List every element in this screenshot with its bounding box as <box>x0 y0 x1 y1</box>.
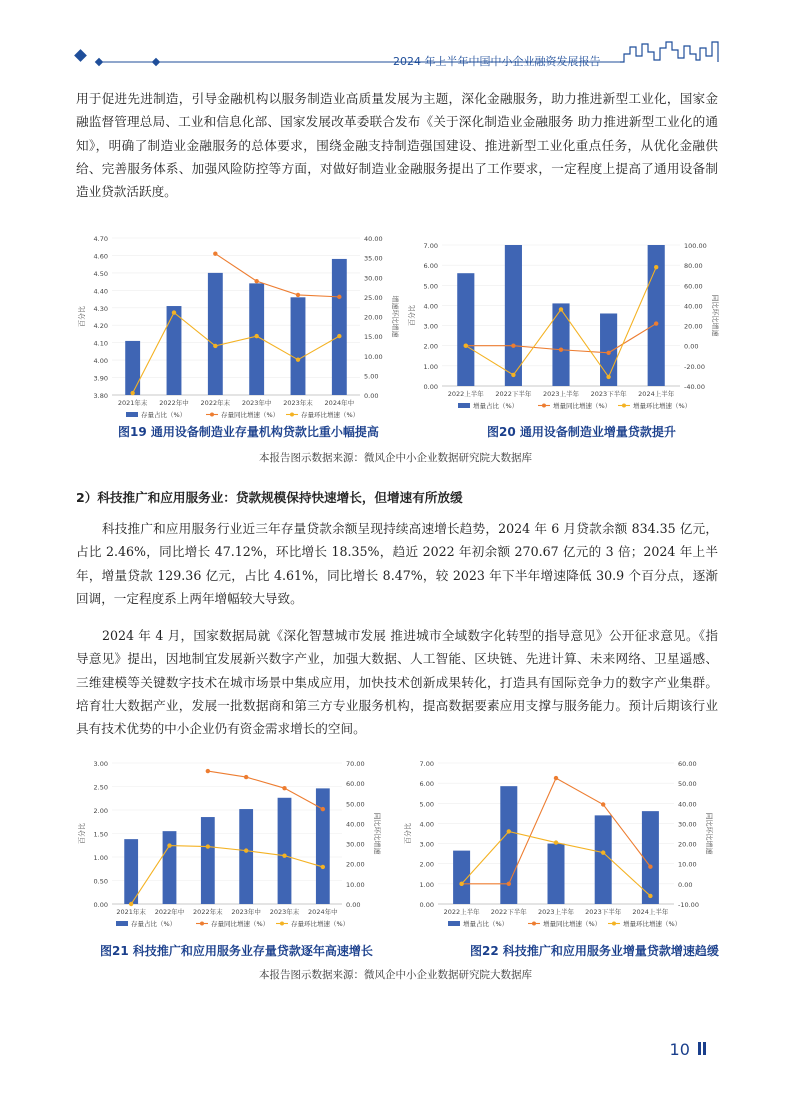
y-tick-label: 1.00 <box>93 854 108 862</box>
y-tick-label: 7.00 <box>423 242 438 250</box>
x-tick-label: 2023年末 <box>269 908 300 916</box>
x-tick-label: 2024上半年 <box>638 390 675 398</box>
series-point <box>172 310 176 314</box>
chart-fig22 <box>402 756 722 936</box>
y-tick-label: 0.00 <box>93 901 108 909</box>
legend-label: 增量占比（%） <box>473 402 519 410</box>
x-tick-label: 2021年末 <box>117 399 148 407</box>
legend-label: 存量环比增速（%） <box>291 920 350 928</box>
y-tick-label: 7.00 <box>419 760 434 768</box>
y2-tick-label: 50.00 <box>678 780 697 789</box>
bar <box>505 245 522 386</box>
y2-axis-title: 增速环比增速 <box>391 295 399 338</box>
x-tick-label: 2022下半年 <box>495 390 532 398</box>
y2-tick-label: 70.00 <box>346 760 365 768</box>
y-tick-label: 3.80 <box>93 392 108 400</box>
y2-tick-label: -10.00 <box>678 901 699 909</box>
y2-tick-label: 50.00 <box>346 800 365 809</box>
section2-paragraph-1 <box>76 517 718 610</box>
bar <box>595 815 612 904</box>
y2-axis-title: 同比环比增速 <box>705 812 713 855</box>
legend-label: 增量环比增速（%） <box>623 920 682 928</box>
legend-swatch-dot <box>280 922 284 926</box>
y-axis-title: 百分比 <box>408 305 416 326</box>
y-tick-label: 1.00 <box>419 880 434 889</box>
series-point <box>337 334 341 338</box>
legend-swatch <box>458 403 470 408</box>
legend-label: 增量环比增速（%） <box>633 402 692 410</box>
bar <box>548 844 565 904</box>
y2-tick-label: 5.00 <box>364 372 379 381</box>
series-point <box>554 776 558 780</box>
y-axis-title: 百分比 <box>78 306 86 327</box>
legend-swatch-dot <box>200 922 204 926</box>
y2-tick-label: -20.00 <box>684 362 705 371</box>
x-tick-label: 2024年中 <box>308 908 338 916</box>
intro-paragraph <box>76 87 718 203</box>
section2-p1-text: 科技推广和应用服务行业近三年存量贷款余额呈现持续高速增长趋势，2024 年 6 月贷款余额 834.35 亿元，占比 2.46%，同比增长 47.12%，环比增长 18.35%，趋近 2022 年初余额 270.67 亿元的 3 倍；2024 年上半年，增量贷款 129.36 亿元，占比 4.61%，同比增长 8.47%，较 2023 年下半年增速降低 30.9 个百分点，逐渐回调，一定程度系上两年增幅较大导致。 <box>76 521 718 606</box>
legend-swatch <box>126 412 138 417</box>
y-tick-label: 4.00 <box>93 357 108 366</box>
y2-tick-label: 20.00 <box>364 313 383 322</box>
legend-label: 存量同比增速（%） <box>221 411 280 419</box>
series-point <box>601 850 605 854</box>
bar <box>278 798 292 904</box>
y-axis-title: 百分比 <box>78 823 86 844</box>
series-point <box>213 344 217 348</box>
y-tick-label: 2.00 <box>93 807 108 815</box>
y2-tick-label: 10.00 <box>364 352 383 361</box>
y-tick-label: 0.50 <box>93 877 108 886</box>
y2-tick-label: 30.00 <box>678 820 697 829</box>
y-tick-label: 4.50 <box>93 269 108 278</box>
y2-tick-label: 60.00 <box>684 282 703 291</box>
x-tick-label: 2022年中 <box>154 908 185 916</box>
series-point <box>130 391 134 395</box>
bar <box>125 341 140 395</box>
y2-tick-label: 20.00 <box>684 322 703 331</box>
series-point <box>654 265 658 269</box>
legend-swatch-dot <box>542 404 546 408</box>
series-point <box>654 321 658 325</box>
x-tick-label: 2023上半年 <box>537 908 575 916</box>
bar <box>552 303 569 386</box>
y2-tick-label: 60.00 <box>346 780 365 789</box>
y2-tick-label: 60.00 <box>678 760 697 768</box>
bar <box>167 306 182 395</box>
skyline-icon <box>620 42 718 62</box>
y-tick-label: 4.20 <box>93 322 108 331</box>
bar <box>208 273 223 395</box>
y2-axis-title: 同比环比增速 <box>711 294 719 337</box>
series-point <box>244 848 248 852</box>
y-tick-label: 4.60 <box>93 252 108 261</box>
series-point <box>511 373 515 377</box>
x-tick-label: 2022下半年 <box>490 908 527 916</box>
legend-swatch <box>448 921 460 926</box>
page-number-bars <box>698 1042 701 1055</box>
series-point <box>282 853 286 857</box>
y2-tick-label: -40.00 <box>684 383 705 391</box>
x-tick-label: 2023上半年 <box>542 390 580 398</box>
legend-label: 存量同比增速（%） <box>211 920 270 928</box>
bar <box>316 788 330 904</box>
series-point <box>464 344 468 348</box>
y2-tick-label: 25.00 <box>364 293 383 302</box>
caption-fig22: 图22 科技推广和应用服务业增量贷款增速趋缓 <box>470 944 719 958</box>
legend-swatch-dot <box>210 413 214 417</box>
legend-swatch-dot <box>532 922 536 926</box>
section2-p2-text: 2024 年 4 月，国家数据局就《深化智慧城市发展 推进城市全域数字化转型的指导意见》公开征求意见。《指导意见》提出，因地制宜发展新兴数字产业，加强大数据、人工智能、区块链、先进计算、未来网络、卫星遥感、三维建模等关键数字技术在城市场景中集成应用，加快技术创新成果转化，打造具有国际竞争力的数字产业集群。培育壮大数据产业，发展一批数据商和第三方专业服务机构，提高数据要素应用支撑与服务能力。预计后期该行业具有技术优势的中小企业仍有资金需求增长的空间。 <box>76 628 718 737</box>
y-tick-label: 3.90 <box>93 374 108 383</box>
legend-label: 存量占比（%） <box>131 920 177 928</box>
y2-tick-label: 100.00 <box>684 242 707 250</box>
series-point <box>321 865 325 869</box>
series-point <box>206 844 210 848</box>
y-tick-label: 1.00 <box>423 362 438 371</box>
y2-tick-label: 30.00 <box>364 274 383 283</box>
series-point <box>559 348 563 352</box>
series-point <box>507 829 511 833</box>
series-point <box>337 295 341 299</box>
legend-swatch <box>116 921 128 926</box>
x-tick-label: 2024上半年 <box>632 908 669 916</box>
series-point <box>606 351 610 355</box>
y-tick-label: 4.00 <box>419 820 434 829</box>
chart-fig19 <box>76 232 399 419</box>
x-tick-label: 2022年末 <box>200 399 231 407</box>
x-tick-label: 2023年中 <box>231 908 261 916</box>
y-tick-label: 4.30 <box>93 304 108 313</box>
x-tick-label: 2024年中 <box>324 399 355 407</box>
bar <box>457 273 474 386</box>
source-note-1: 本报告图示数据来源：微风企中小企业数据研究院大数据库 <box>259 452 532 464</box>
y-tick-label: 4.40 <box>93 287 108 296</box>
series-point <box>296 293 300 297</box>
series-point <box>321 807 325 811</box>
y-tick-label: 3.00 <box>419 840 434 849</box>
legend-label: 存量占比（%） <box>141 411 187 419</box>
y2-tick-label: 0.00 <box>678 880 693 889</box>
series-line <box>208 771 323 809</box>
series-line <box>131 846 323 904</box>
y-tick-label: 3.00 <box>93 760 108 768</box>
bar <box>124 839 138 904</box>
y2-tick-label: 15.00 <box>364 333 383 342</box>
y2-tick-label: 40.00 <box>678 800 697 809</box>
bar <box>291 297 306 395</box>
y-tick-label: 6.00 <box>419 780 434 789</box>
legend-swatch-dot <box>612 922 616 926</box>
legend-label: 存量环比增速（%） <box>301 411 360 419</box>
y-tick-label: 4.70 <box>93 235 108 243</box>
series-point <box>601 802 605 806</box>
bar <box>239 809 253 904</box>
caption-fig21: 图21 科技推广和应用服务业存量贷款逐年高速增长 <box>100 944 373 958</box>
legend-swatch-dot <box>622 404 626 408</box>
y2-tick-label: 10.00 <box>678 860 697 869</box>
header-bar <box>0 42 794 72</box>
y2-tick-label: 0.00 <box>346 901 361 909</box>
header-title: 2024 年上半年中国中小企业融资发展报告 <box>393 55 601 68</box>
y2-tick-label: 20.00 <box>678 840 697 849</box>
x-tick-label: 2023年末 <box>283 399 313 407</box>
page-number-text: 10 <box>669 1040 690 1059</box>
series-point <box>507 882 511 886</box>
y2-tick-label: 40.00 <box>684 302 703 311</box>
header-diamond-1 <box>74 49 87 62</box>
x-tick-label: 2023年中 <box>241 399 272 407</box>
legend-label: 增量占比（%） <box>463 920 509 928</box>
caption-fig19: 图19 通用设备制造业存量机构贷款比重小幅提高 <box>118 425 379 439</box>
series-point <box>606 375 610 379</box>
series-point <box>559 307 563 311</box>
y-tick-label: 6.00 <box>423 262 438 271</box>
y2-tick-label: 20.00 <box>346 860 365 869</box>
y-tick-label: 2.00 <box>423 342 438 351</box>
y2-tick-label: 30.00 <box>346 840 365 849</box>
series-point <box>213 252 217 256</box>
y-tick-label: 1.50 <box>93 830 108 839</box>
section2-title: 2）科技推广和应用服务业：贷款规模保持快速增长，但增速有所放缓 <box>76 490 463 505</box>
y2-tick-label: 80.00 <box>684 262 703 271</box>
legend-label: 增量同比增速（%） <box>543 920 602 928</box>
x-tick-label: 2022上半年 <box>447 390 484 398</box>
y-tick-label: 5.00 <box>423 282 438 291</box>
y2-axis-title: 同比环比增速 <box>373 812 381 855</box>
page-number-bar-2 <box>703 1042 706 1055</box>
x-tick-label: 2022年末 <box>193 908 223 916</box>
y-tick-label: 4.10 <box>93 339 108 348</box>
series-point <box>296 357 300 361</box>
series-point <box>254 279 258 283</box>
y-tick-label: 2.00 <box>419 860 434 869</box>
series-point <box>167 843 171 847</box>
x-tick-label: 2022年中 <box>159 399 189 407</box>
page-number <box>670 1040 706 1059</box>
chart-fig20 <box>402 238 722 418</box>
legend-label: 增量同比增速（%） <box>553 402 612 410</box>
series-point <box>648 894 652 898</box>
y2-tick-label: 35.00 <box>364 254 383 263</box>
series-point <box>459 882 463 886</box>
legend-swatch-dot <box>290 413 294 417</box>
y-tick-label: 0.00 <box>423 383 438 391</box>
series-point <box>129 902 133 906</box>
y-tick-label: 3.00 <box>423 322 438 331</box>
source-note-2: 本报告图示数据来源：微风企中小企业数据研究院大数据库 <box>259 969 532 981</box>
series-point <box>254 334 258 338</box>
x-tick-label: 2023下半年 <box>590 390 627 398</box>
y2-tick-label: 40.00 <box>346 820 365 829</box>
y2-tick-label: 0.00 <box>684 342 699 351</box>
x-tick-label: 2022上半年 <box>443 908 480 916</box>
y-tick-label: 0.00 <box>419 901 434 909</box>
series-point <box>282 786 286 790</box>
series-line <box>133 313 340 393</box>
x-tick-label: 2023下半年 <box>585 908 622 916</box>
section2-paragraph-2 <box>76 624 718 740</box>
y-axis-title: 百分比 <box>404 823 412 844</box>
bar <box>500 786 517 904</box>
series-point <box>648 865 652 869</box>
x-tick-label: 2021年末 <box>116 908 146 916</box>
bar <box>332 259 347 395</box>
y-tick-label: 5.00 <box>419 800 434 809</box>
bar <box>201 817 215 904</box>
series-point <box>554 840 558 844</box>
y2-tick-label: 10.00 <box>346 880 365 889</box>
y2-tick-label: 40.00 <box>364 235 383 243</box>
intro-text: 用于促进先进制造，引导金融机构以服务制造业高质量发展为主题，深化金融服务，助力推进新型工业化，国家金融监督管理总局、工业和信息化部、国家发展改革委联合发布《关于深化制造业金融服务 助力推进新型工业化的通知》，明确了制造业金融服务的总体要求，围绕金融支持制造强国建设、推进新型工业化重点任务，从优化金融供给、完善服务体系、加强风险防控等方面，对做好制造业金融服务提出了工作要求，一定程度上提高了通用设备制造业贷款活跃度。 <box>76 91 718 200</box>
bar <box>163 831 177 904</box>
y-tick-label: 2.50 <box>93 783 108 792</box>
caption-fig20: 图20 通用设备制造业增量贷款提升 <box>487 425 676 439</box>
y-tick-label: 4.00 <box>423 302 438 311</box>
series-point <box>244 775 248 779</box>
series-point <box>511 344 515 348</box>
series-point <box>206 769 210 773</box>
chart-fig21 <box>76 756 396 936</box>
y2-tick-label: 0.00 <box>364 392 379 400</box>
